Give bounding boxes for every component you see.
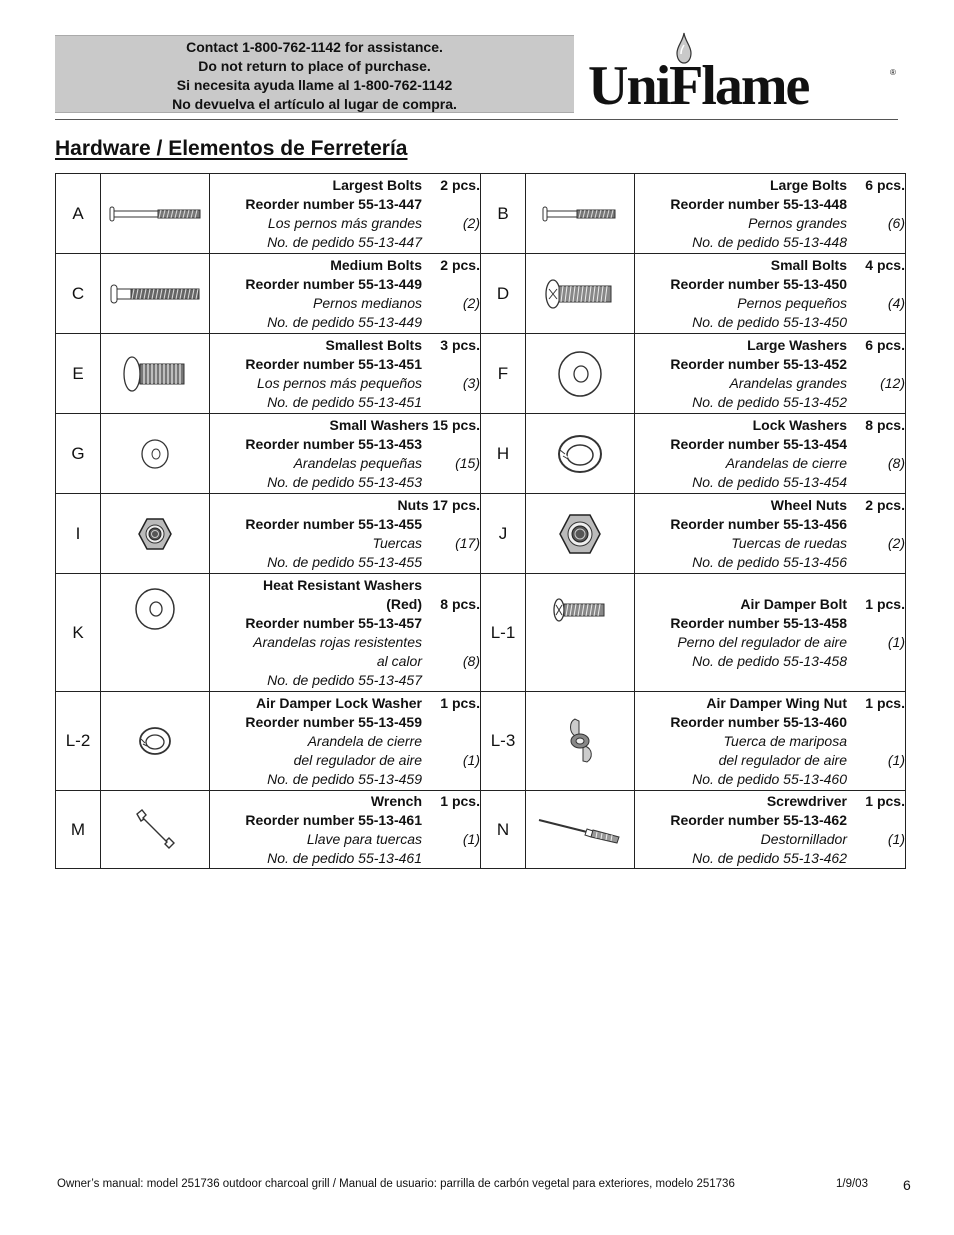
item-qty: 1 pcs. [440, 792, 480, 809]
contact-line: Si necesita ayuda llame al 1-800-762-1142 [176, 77, 453, 93]
item-name-es: Los pernos más pequeños [257, 374, 422, 391]
item-letter: G [56, 414, 101, 494]
item-qty-es: (8) [887, 454, 905, 471]
lock-washer-icon [555, 432, 605, 476]
item-letter: I [56, 494, 101, 574]
reorder-number: Reorder number 55-13-461 [245, 811, 422, 828]
item-picture [526, 254, 635, 334]
table-row [56, 254, 906, 334]
hardware-table [55, 173, 906, 869]
reorder-number: Reorder number 55-13-448 [670, 195, 847, 212]
item-name-es-cont: del regulador de aire [718, 751, 847, 768]
item-name: Wrench [370, 792, 422, 809]
item-description [635, 494, 906, 574]
item-picture [526, 334, 635, 414]
item-name-es: Los pernos más grandes [267, 214, 422, 231]
item-description [210, 574, 481, 692]
contact-line: No devuelva el artículo al lugar de compra. [172, 96, 457, 112]
order-number-es: No. de pedido 55-13-451 [267, 393, 422, 410]
item-name: Largest Bolts [332, 176, 422, 193]
order-number-es: No. de pedido 55-13-447 [267, 233, 422, 250]
footer-date: 1/9/03 [836, 1178, 868, 1190]
reorder-number: Reorder number 55-13-451 [245, 355, 422, 372]
large-washer-icon [555, 349, 605, 399]
small-bolt-icon [544, 277, 616, 311]
item-qty-es: (2) [887, 534, 905, 551]
wing-nut-icon [565, 716, 595, 766]
table-row [56, 414, 906, 494]
contact-line: Do not return to place of purchase. [198, 58, 431, 74]
item-name: Nuts 17 pcs. [397, 496, 480, 513]
reorder-number: Reorder number 55-13-459 [245, 713, 422, 730]
item-qty: 2 pcs. [440, 176, 480, 193]
order-number-es: No. de pedido 55-13-455 [267, 553, 422, 570]
small-washer-icon [139, 438, 171, 470]
reorder-number: Reorder number 55-13-458 [670, 614, 847, 631]
item-name-es-cont: al calor [376, 652, 422, 669]
item-name: Large Washers [747, 336, 847, 353]
table-row [56, 494, 906, 574]
item-name: Smallest Bolts [325, 336, 422, 353]
item-qty-es: (1) [887, 633, 905, 650]
footer-text: Owner’s manual: model 251736 outdoor charcoal grill / Manual de usuario: parrilla de carbón vegetal para exteriores, modelo 251736 [57, 1178, 735, 1190]
item-letter: L-3 [481, 692, 526, 791]
item-qty: 3 pcs. [440, 336, 480, 353]
item-description [635, 574, 906, 692]
item-qty-es: (1) [462, 830, 480, 847]
item-name-es: Destornillador [760, 830, 847, 847]
item-qty: 4 pcs. [865, 256, 905, 273]
order-number-es: No. de pedido 55-13-462 [692, 849, 847, 866]
item-name-es: Tuercas de ruedas [731, 534, 847, 551]
item-picture [101, 254, 210, 334]
order-number-es: No. de pedido 55-13-457 [267, 671, 422, 688]
item-description [635, 791, 906, 869]
item-name: Screwdriver [766, 792, 847, 809]
item-picture [526, 692, 635, 791]
item-letter: M [56, 791, 101, 869]
item-letter: L-2 [56, 692, 101, 791]
item-letter: N [481, 791, 526, 869]
order-number-es: No. de pedido 55-13-459 [267, 770, 422, 787]
item-description [635, 692, 906, 791]
item-qty: 2 pcs. [865, 496, 905, 513]
order-number-es: No. de pedido 55-13-454 [692, 473, 847, 490]
item-picture [101, 174, 210, 254]
item-qty-es: (1) [887, 830, 905, 847]
item-name: Air Damper Wing Nut [706, 694, 847, 711]
item-name-es: Tuercas [372, 534, 422, 551]
item-name-es-cont: del regulador de aire [293, 751, 422, 768]
item-qty: 1 pcs. [865, 694, 905, 711]
item-qty-es: (12) [880, 374, 905, 391]
item-name-es: Pernos pequeños [737, 294, 847, 311]
item-description [210, 174, 481, 254]
item-name-es: Arandelas grandes [729, 374, 847, 391]
item-name-es: Pernos grandes [748, 214, 847, 231]
table-row [56, 174, 906, 254]
table-row [56, 334, 906, 414]
item-name: Small Washers 15 pcs. [329, 416, 480, 433]
item-qty-es: (15) [455, 454, 480, 471]
contact-box [55, 35, 574, 113]
reorder-number: Reorder number 55-13-462 [670, 811, 847, 828]
item-qty-es: (4) [887, 294, 905, 311]
item-letter: C [56, 254, 101, 334]
wheel-nut-icon [558, 513, 602, 555]
item-qty-es: (1) [462, 751, 480, 768]
item-qty-es: (17) [455, 534, 480, 551]
item-picture [526, 574, 635, 692]
item-qty-es: (3) [462, 374, 480, 391]
order-number-es: No. de pedido 55-13-456 [692, 553, 847, 570]
item-name-es: Arandelas pequeñas [293, 454, 422, 471]
table-row [56, 791, 906, 869]
reorder-number: Reorder number 55-13-452 [670, 355, 847, 372]
item-description [635, 414, 906, 494]
order-number-es: No. de pedido 55-13-452 [692, 393, 847, 410]
item-name: Small Bolts [770, 256, 847, 273]
reorder-number: Reorder number 55-13-449 [245, 275, 422, 292]
item-qty: 2 pcs. [440, 256, 480, 273]
item-picture [526, 494, 635, 574]
item-name: Air Damper Lock Washer [256, 694, 422, 711]
item-letter: D [481, 254, 526, 334]
item-picture [101, 692, 210, 791]
air-damper-bolt-icon [551, 596, 609, 624]
medium-bolt-icon [107, 282, 203, 306]
item-letter: A [56, 174, 101, 254]
header-rule [55, 119, 898, 120]
item-name: Large Bolts [769, 176, 847, 193]
item-name: Medium Bolts [330, 256, 422, 273]
reorder-number: Reorder number 55-13-460 [670, 713, 847, 730]
order-number-es: No. de pedido 55-13-461 [267, 849, 422, 866]
reorder-number: Reorder number 55-13-453 [245, 435, 422, 452]
item-letter: J [481, 494, 526, 574]
table-row [56, 692, 906, 791]
heat-resistant-washer-icon [132, 586, 178, 632]
order-number-es: No. de pedido 55-13-460 [692, 770, 847, 787]
item-letter: B [481, 174, 526, 254]
order-number-es: No. de pedido 55-13-458 [692, 652, 847, 669]
item-picture [101, 791, 210, 869]
item-qty-es: (1) [887, 751, 905, 768]
wrench-icon [133, 808, 177, 852]
item-qty: 8 pcs. [865, 416, 905, 433]
long-bolt-icon [540, 204, 620, 224]
item-name-color: (Red) [386, 595, 422, 612]
item-qty: 1 pcs. [440, 694, 480, 711]
smallest-bolt-icon [120, 355, 190, 393]
item-name-es: Pernos medianos [313, 294, 422, 311]
item-qty-es: (6) [887, 214, 905, 231]
item-description [635, 254, 906, 334]
order-number-es: No. de pedido 55-13-449 [267, 313, 422, 330]
item-name-es: Perno del regulador de aire [677, 633, 847, 650]
item-qty: 6 pcs. [865, 336, 905, 353]
item-letter: L-1 [481, 574, 526, 692]
item-description [210, 494, 481, 574]
item-qty: 1 pcs. [865, 595, 905, 612]
item-description [210, 414, 481, 494]
item-description [210, 254, 481, 334]
item-picture [101, 414, 210, 494]
reorder-number: Reorder number 55-13-450 [670, 275, 847, 292]
item-qty: 6 pcs. [865, 176, 905, 193]
item-picture [526, 791, 635, 869]
lock-washer-icon [137, 725, 173, 757]
item-name-es: Arandelas rojas resistentes [253, 633, 422, 650]
table-row [56, 574, 906, 692]
item-letter: H [481, 414, 526, 494]
uniflame-logo [584, 30, 904, 117]
item-name: Air Damper Bolt [740, 595, 847, 612]
reorder-number: Reorder number 55-13-457 [245, 614, 422, 631]
order-number-es: No. de pedido 55-13-448 [692, 233, 847, 250]
item-letter: K [56, 574, 101, 692]
item-name: Lock Washers [752, 416, 847, 433]
item-qty: 8 pcs. [440, 595, 480, 612]
item-description [210, 791, 481, 869]
item-name-es: Arandelas de cierre [725, 454, 847, 471]
reorder-number: Reorder number 55-13-456 [670, 515, 847, 532]
item-name: Heat Resistant Washers [263, 576, 422, 593]
item-picture [101, 494, 210, 574]
item-description [210, 334, 481, 414]
item-description [635, 174, 906, 254]
item-qty-es: (8) [462, 652, 480, 669]
item-letter: F [481, 334, 526, 414]
order-number-es: No. de pedido 55-13-450 [692, 313, 847, 330]
item-name: Wheel Nuts [770, 496, 847, 513]
long-bolt-icon [107, 204, 203, 224]
screwdriver-icon [535, 815, 625, 845]
logo-registered-mark: ® [890, 68, 896, 77]
item-picture [526, 414, 635, 494]
item-name-es: Llave para tuercas [306, 830, 422, 847]
item-description [210, 692, 481, 791]
item-qty-es: (2) [462, 294, 480, 311]
section-title: Hardware / Elementos de Ferretería [55, 137, 408, 160]
page-number: 6 [903, 1177, 911, 1193]
logo-text: UniFlame [588, 55, 809, 117]
item-letter: E [56, 334, 101, 414]
item-description [635, 334, 906, 414]
reorder-number: Reorder number 55-13-454 [670, 435, 847, 452]
item-picture [526, 174, 635, 254]
item-picture [101, 574, 210, 692]
item-name-es: Arandela de cierre [307, 732, 422, 749]
nut-icon [137, 517, 173, 551]
item-picture [101, 334, 210, 414]
reorder-number: Reorder number 55-13-455 [245, 515, 422, 532]
item-qty-es: (2) [462, 214, 480, 231]
order-number-es: No. de pedido 55-13-453 [267, 473, 422, 490]
item-name-es: Tuerca de mariposa [723, 732, 847, 749]
reorder-number: Reorder number 55-13-447 [245, 195, 422, 212]
contact-line: Contact 1-800-762-1142 for assistance. [186, 39, 443, 55]
item-qty: 1 pcs. [865, 792, 905, 809]
